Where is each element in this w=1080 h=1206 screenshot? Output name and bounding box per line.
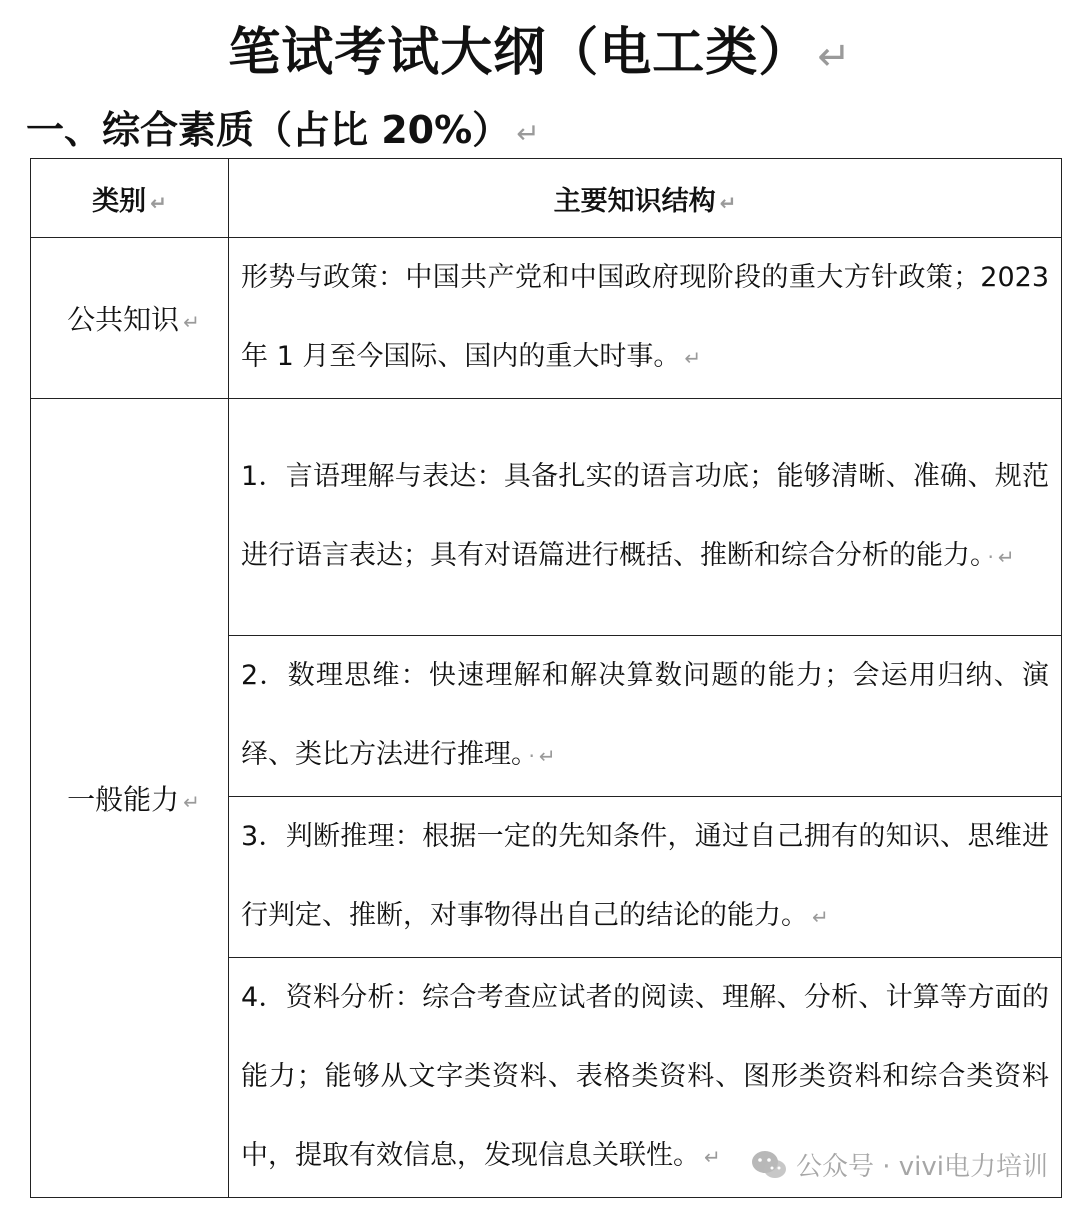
document-title	[0, 18, 1080, 92]
paragraph-mark-icon: ↵	[812, 905, 829, 929]
table-row	[31, 238, 1062, 399]
document-title-text: 笔试考试大纲（电工类）	[228, 23, 812, 83]
content-text: 形势与政策：中国共产党和中国政府现阶段的重大方针政策；2023 年 1 月至今国际、国内的重大时事。	[241, 262, 1049, 372]
watermark-text: 公众号 · vivi电力培训	[795, 1152, 1048, 1182]
header-knowledge-structure	[229, 159, 1062, 238]
category-text: 公共知识	[67, 303, 180, 336]
table-row	[31, 399, 1062, 636]
category-text: 一般能力	[67, 783, 180, 816]
content-text: 3．判断推理：根据一定的先知条件，通过自己拥有的知识、思维进行判定、推断，对事物得出自己的结论的能力。	[241, 821, 1049, 931]
section-heading	[26, 102, 540, 162]
content-language-ability	[229, 399, 1062, 636]
paragraph-mark-icon: ↵	[997, 545, 1015, 569]
paragraph-mark-icon: ↵	[150, 190, 167, 215]
section-heading-text: 一、综合素质（占比 20%）	[26, 108, 511, 152]
content-text: 4．资料分析：综合考查应试者的阅读、理解、分析、计算等方面的能力；能够从文字类资料、表格类资料、图形类资料和综合类资料中，提取有效信息，发现信息关联性。	[241, 982, 1049, 1171]
category-general-ability	[31, 399, 229, 1198]
content-text: 2．数理思维：快速理解和解决算数问题的能力；会运用归纳、演绎、类比方法进行推理。	[241, 660, 1049, 770]
content-judgment-reasoning	[229, 797, 1062, 958]
paragraph-mark-icon: ↵	[684, 346, 702, 370]
dot-mark: ·	[987, 545, 994, 569]
category-public-knowledge	[31, 238, 229, 399]
paragraph-mark-icon: ↵	[719, 190, 737, 215]
paragraph-mark-icon: ↵	[516, 117, 540, 150]
paragraph-mark-icon: ↵	[183, 790, 200, 814]
paragraph-mark-icon: ↵	[817, 34, 852, 80]
content-text: 1．言语理解与表达：具备扎实的语言功底；能够清晰、准确、规范进行语言表达；具有对语篇进行概括、推断和综合分析的能力。	[241, 461, 1049, 571]
wechat-icon	[750, 1148, 788, 1182]
paragraph-mark-icon: ↵	[704, 1145, 721, 1169]
content-math-thinking	[229, 636, 1062, 797]
header-category-text: 类别	[92, 185, 147, 217]
paragraph-mark-icon: ↵	[538, 744, 556, 768]
dot-mark: ·	[528, 744, 535, 768]
paragraph-mark-icon: ↵	[183, 310, 200, 334]
header-knowledge-text: 主要知识结构	[553, 185, 716, 217]
content-public-knowledge	[229, 238, 1062, 399]
header-category	[31, 159, 229, 238]
watermark	[750, 1146, 1048, 1183]
syllabus-table	[30, 158, 1062, 1198]
table-header-row	[31, 159, 1062, 238]
